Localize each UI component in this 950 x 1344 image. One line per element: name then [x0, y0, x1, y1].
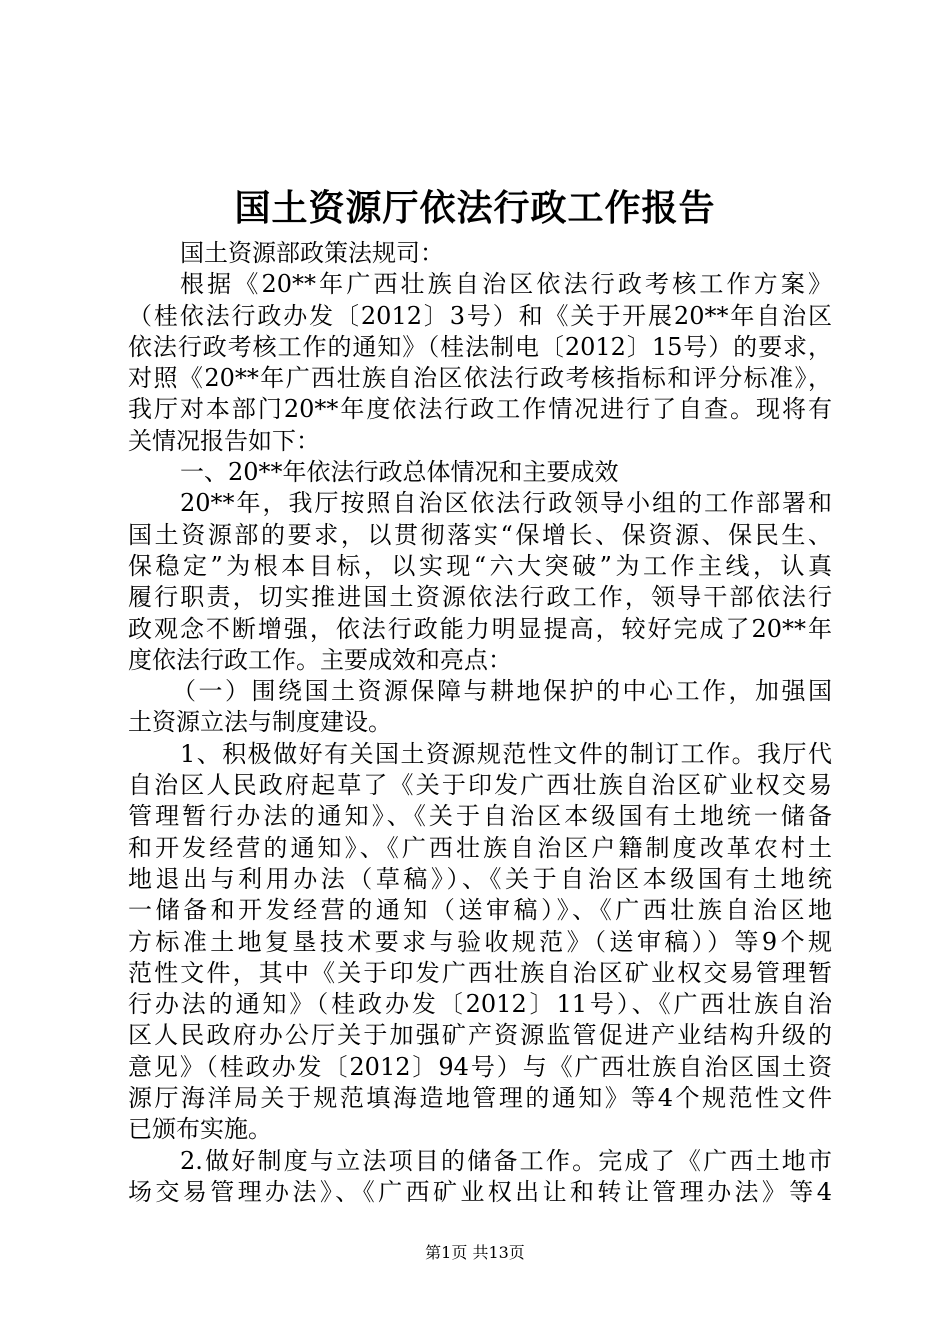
paragraph-line: 管理暂行办法的通知》、《关于自治区本级国有土地统一储备	[128, 802, 832, 831]
subsection-heading: 土资源立法与制度建设。	[128, 708, 392, 737]
paragraph-line: 意见》（桂政办发〔2012〕94号）与《广西壮族自治区国土资	[128, 1052, 832, 1081]
document-body	[128, 238, 832, 1208]
paragraph-line: 范性文件，其中《关于印发广西壮族自治区矿业权交易管理暂	[128, 958, 832, 987]
paragraph-line: 政观念不断增强，依法行政能力明显提高，较好完成了20**年	[128, 614, 832, 643]
paragraph-line: 国土资源部的要求，以贯彻落实“保增长、保资源、保民生、	[128, 520, 832, 549]
paragraph-line: 根据《20**年广西壮族自治区依法行政考核工作方案》	[180, 270, 832, 299]
paragraph-line: 1、积极做好有关国土资源规范性文件的制订工作。我厅代	[180, 739, 832, 768]
salutation: 国土资源部政策法规司：	[180, 239, 444, 267]
paragraph-line: 地退出与利用办法（草稿》）、《关于自治区本级国有土地统	[128, 864, 832, 893]
paragraph-line: 度依法行政工作。主要成效和亮点：	[128, 645, 512, 674]
paragraph-line: 履行职责，切实推进国土资源依法行政工作，领导干部依法行	[128, 583, 832, 612]
paragraph-line: 我厅对本部门20**年度依法行政工作情况进行了自查。现将有	[128, 395, 832, 424]
paragraph-line: 一储备和开发经营的通知（送审稿）》、《广西壮族自治区地	[128, 896, 832, 925]
paragraph-line: 2.做好制度与立法项目的储备工作。完成了《广西土地市	[180, 1146, 832, 1175]
paragraph-line: 区人民政府办公厅关于加强矿产资源监管促进产业结构升级的	[128, 1021, 832, 1050]
paragraph-line: 对照《20**年广西壮族自治区依法行政考核指标和评分标准》，	[128, 364, 832, 393]
paragraph-line: 行办法的通知》（桂政办发〔2012〕11号）、《广西壮族自治	[128, 990, 832, 1019]
paragraph-line: 和开发经营的通知》、《广西壮族自治区户籍制度改革农村土	[128, 833, 832, 862]
paragraph-line: 场交易管理办法》、《广西矿业权出让和转让管理办法》等4	[128, 1177, 832, 1206]
page-title: 国土资源厅依法行政工作报告	[234, 187, 716, 229]
page-footer: 第1页 共13页	[425, 1243, 525, 1262]
paragraph-line: 自治区人民政府起草了《关于印发广西壮族自治区矿业权交易	[128, 771, 832, 800]
section-heading: 一、20**年依法行政总体情况和主要成效	[180, 458, 619, 487]
paragraph-line: 保稳定”为根本目标，以实现“六大突破”为工作主线，认真	[128, 551, 832, 580]
paragraph-line: 依法行政考核工作的通知》（桂法制电〔2012〕15号）的要求，	[128, 332, 832, 361]
paragraph-line: 关情况报告如下：	[128, 426, 320, 455]
paragraph-line: 20**年，我厅按照自治区依法行政领导小组的工作部署和	[180, 489, 832, 518]
paragraph-line: 源厅海洋局关于规范填海造地管理的通知》等4个规范性文件	[128, 1084, 832, 1113]
paragraph-line: 方标准土地复垦技术要求与验收规范》（送审稿））等9个规	[128, 927, 832, 956]
subsection-heading: （一）围绕国土资源保障与耕地保护的中心工作，加强国	[172, 677, 832, 706]
paragraph-line: （桂依法行政办发〔2012〕3号）和《关于开展20**年自治区	[128, 301, 832, 330]
paragraph-line: 已颁布实施。	[128, 1115, 272, 1144]
